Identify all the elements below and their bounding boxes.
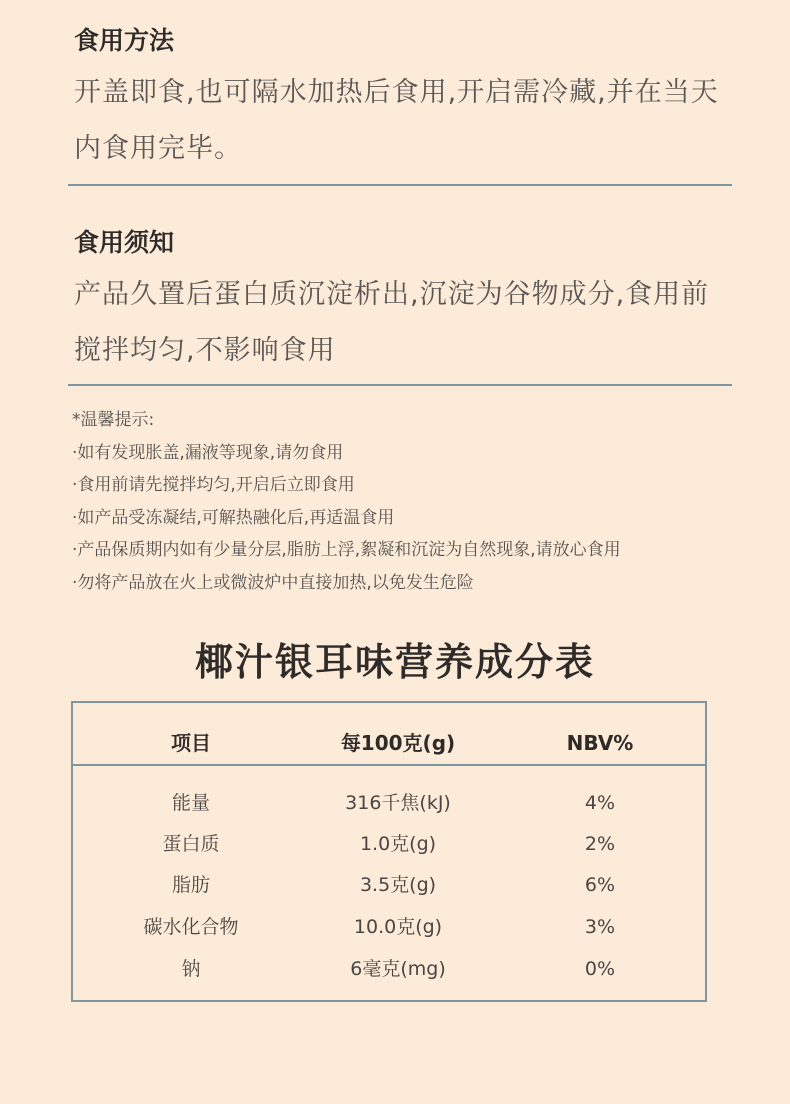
nutrition-title: 椰汁银耳味营养成分表 bbox=[194, 640, 595, 684]
tip-item: ·如产品受冻凝结,可解热融化后,再适温食用 bbox=[72, 507, 395, 528]
header-per-100g: 每100克(g) bbox=[340, 731, 456, 755]
row-nbv: 2% bbox=[584, 833, 616, 855]
nutrition-table-header bbox=[73, 703, 705, 766]
row-label: 脂肪 bbox=[171, 874, 210, 896]
row-amount: 316千焦(kJ) bbox=[345, 792, 451, 814]
row-label: 碳水化合物 bbox=[143, 916, 239, 938]
tip-item: ·如有发现胀盖,漏液等现象,请勿食用 bbox=[72, 442, 344, 463]
usage-line-1: 开盖即食,也可隔水加热后食用,开启需冷藏,并在当天 bbox=[74, 77, 719, 108]
tip-item: ·产品保质期内如有少量分层,脂肪上浮,絮凝和沉淀为自然现象,请放心食用 bbox=[72, 540, 621, 561]
notice-line-2: 搅拌均匀,不影响食用 bbox=[74, 335, 336, 366]
header-nbv: NBV% bbox=[566, 731, 634, 755]
row-label: 蛋白质 bbox=[162, 833, 220, 855]
notice-title: 食用须知 bbox=[74, 228, 175, 257]
row-nbv: 3% bbox=[584, 916, 616, 938]
row-label: 能量 bbox=[171, 792, 210, 814]
usage-title: 食用方法 bbox=[74, 26, 175, 55]
row-nbv: 0% bbox=[584, 958, 616, 980]
header-item: 项目 bbox=[171, 731, 211, 755]
divider-1 bbox=[68, 184, 732, 186]
row-amount: 6毫克(mg) bbox=[350, 958, 446, 980]
tip-item: ·勿将产品放在火上或微波炉中直接加热,以免发生危险 bbox=[72, 572, 474, 593]
usage-section bbox=[74, 25, 744, 177]
row-amount: 10.0克(g) bbox=[353, 916, 443, 938]
tips-section bbox=[72, 404, 752, 600]
row-nbv: 4% bbox=[584, 792, 616, 814]
row-nbv: 6% bbox=[584, 874, 616, 896]
usage-line-2: 内食用完毕。 bbox=[74, 133, 242, 164]
tip-item: ·食用前请先搅拌均匀,开启后立即食用 bbox=[72, 475, 355, 496]
row-amount: 3.5克(g) bbox=[359, 874, 437, 896]
notice-line-1: 产品久置后蛋白质沉淀析出,沉淀为谷物成分,食用前 bbox=[74, 279, 710, 310]
divider-2 bbox=[68, 384, 732, 386]
nutrition-table bbox=[71, 701, 707, 1002]
row-amount: 1.0克(g) bbox=[359, 833, 437, 855]
tips-heading: *温馨提示: bbox=[72, 410, 155, 430]
row-label: 钠 bbox=[181, 958, 201, 980]
notice-section bbox=[74, 227, 744, 379]
